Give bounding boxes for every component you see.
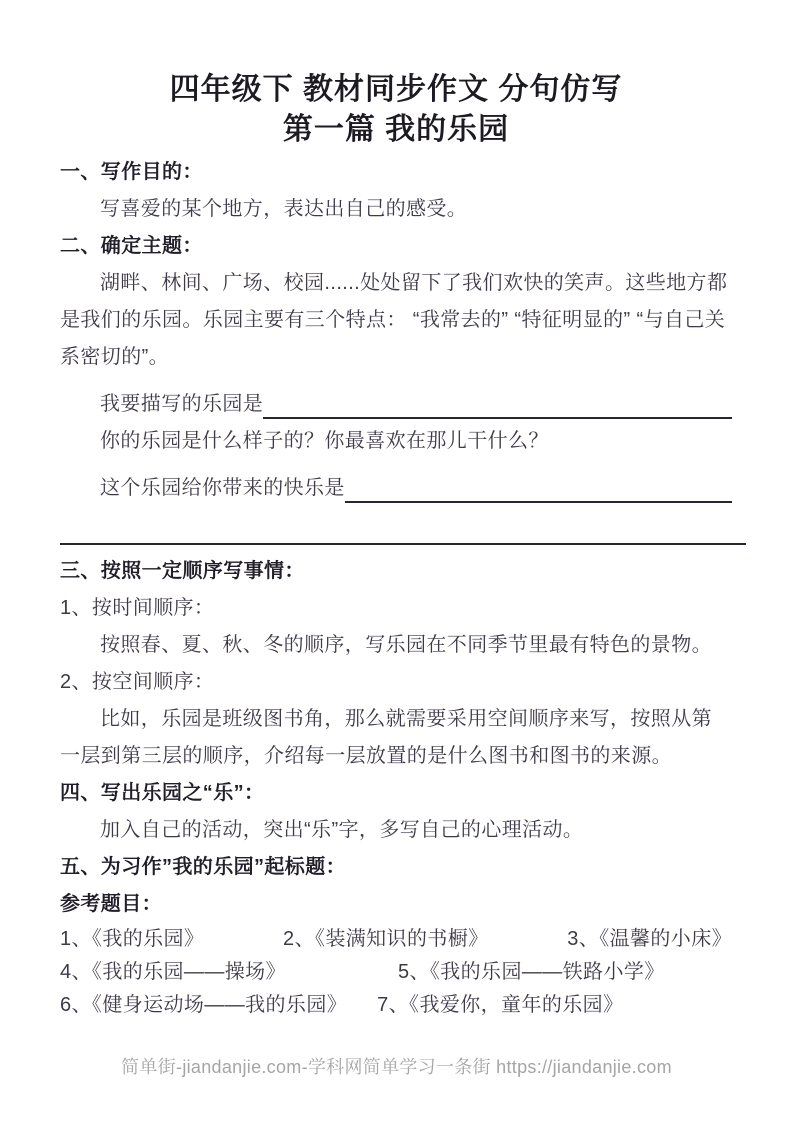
reference-title-row-2 [60, 956, 732, 989]
section-2-question: 你的乐园是什么样子的？你最喜欢在那儿干什么？ [100, 430, 549, 452]
section-1-body: 写喜爱的某个地方，表达出自己的感受。 [100, 198, 468, 220]
page-content [60, 70, 732, 1022]
reference-title-5: 5、《我的乐园——铁路小学》 [397, 961, 665, 983]
reference-title-3: 3、《温馨的小床》 [567, 928, 732, 950]
section-2-heading: 二、确定主题： [60, 235, 203, 257]
reference-title-2: 2、《装满知识的书橱》 [283, 928, 489, 950]
section-3-item-2-label: 2、按空间顺序： [60, 671, 215, 693]
fill-in-line-2 [60, 470, 732, 507]
fill-1-label: 我要描写的乐园是 [100, 393, 264, 415]
fill-in-line-1 [60, 386, 732, 423]
reference-title-row-3 [60, 989, 732, 1022]
blank-writing-line [60, 543, 746, 545]
reference-title-row-1 [60, 923, 732, 956]
reference-titles-label: 参考题目： [60, 893, 162, 915]
section-2-paragraph: 湖畔、林间、广场、校园......处处留下了我们欢快的笑声。这些地方都是我们的乐园。乐园主要有三个特点： “我常去的” “特征明显的” “与自己关系密切的”。 [60, 272, 728, 368]
fill-2-blank-line [345, 473, 732, 503]
section-1-heading: 一、写作目的： [60, 161, 203, 183]
title-line-1: 四年级下 教材同步作文 分句仿写 [169, 73, 623, 106]
footer-watermark: 简单街-jiandanjie.com-学科网简单学习一条街 https://jiandanjie.com [121, 1057, 672, 1077]
section-4-body: 加入自己的活动，突出“乐”字，多写自己的心理活动。 [100, 819, 584, 841]
section-3-item-2-body: 比如，乐园是班级图书角，那么就需要采用空间顺序来写，按照从第一层到第三层的顺序，介绍每一层放置的是什么图书和图书的来源。 [60, 708, 712, 767]
reference-title-7: 7、《我爱你，童年的乐园》 [377, 994, 624, 1016]
section-3-heading: 三、按照一定顺序写事情： [60, 560, 305, 582]
fill-2-label: 这个乐园给你带来的快乐是 [100, 477, 345, 499]
reference-title-6: 6、《健身运动场——我的乐园》 [60, 994, 348, 1016]
section-3-item-1-body: 按照春、夏、秋、冬的顺序，写乐园在不同季节里最有特色的景物。 [100, 634, 712, 656]
fill-1-blank-line [263, 389, 732, 419]
title-line-2: 第一篇 我的乐园 [282, 113, 510, 146]
document-title [60, 70, 732, 150]
reference-title-4: 4、《我的乐园——操场》 [60, 961, 286, 983]
section-4-heading: 四、写出乐园之“乐”： [60, 782, 265, 804]
section-3-item-1-label: 1、按时间顺序： [60, 597, 215, 619]
section-5-heading: 五、为习作”我的乐园”起标题： [60, 856, 346, 878]
reference-title-1: 1、《我的乐园》 [60, 928, 205, 950]
